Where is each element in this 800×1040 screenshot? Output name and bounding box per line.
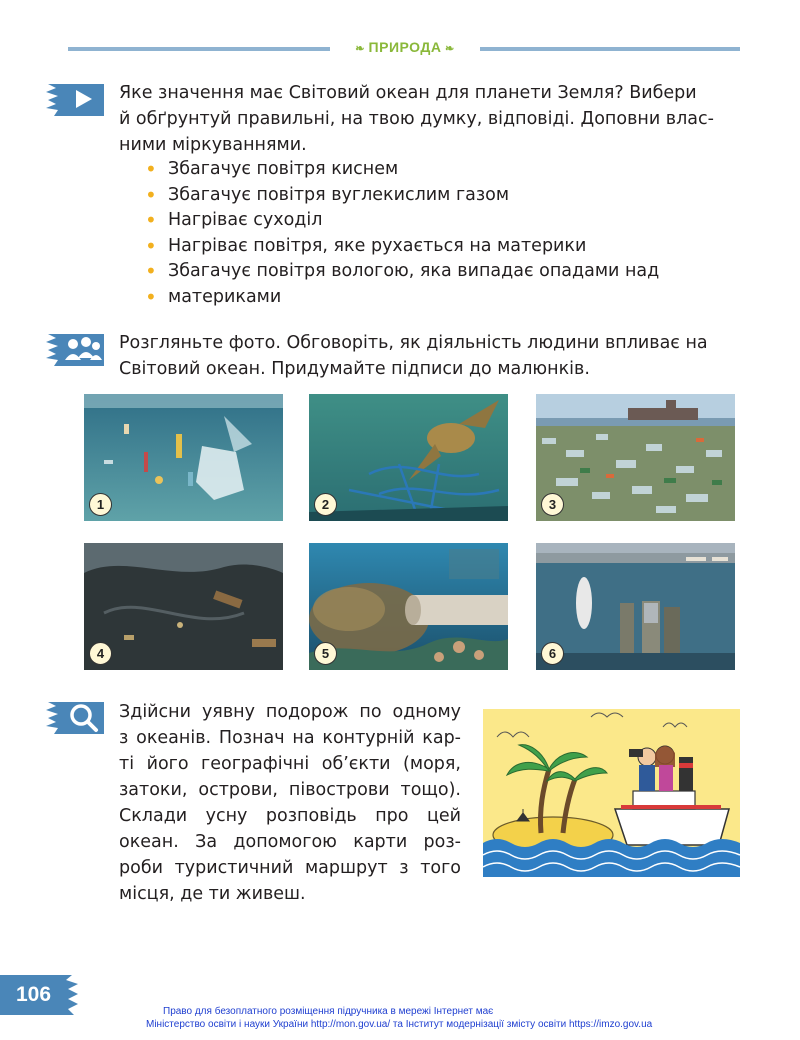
- section-header: [330, 39, 480, 55]
- text-line: Розгляньте фото. Обговоріть, як діяльність людини впливає на: [119, 333, 708, 353]
- text-line: Світовий океан. Придумайте підписи до малюнків.: [119, 359, 590, 379]
- text-line: місця, де ти живеш.: [119, 884, 306, 904]
- text-line: затоки, острови, півострови тощо).: [119, 780, 461, 800]
- section-title: ПРИРОДА: [368, 39, 442, 55]
- text-line: материками: [168, 286, 282, 307]
- text-line: Яке значення має Світовий океан для планети Земля? Вибери: [119, 83, 697, 103]
- photo-sewage-pipe: [309, 543, 508, 670]
- photo-number-badge: 2: [314, 493, 337, 516]
- photo-number-badge: 3: [541, 493, 564, 516]
- header-rule-right: [480, 47, 740, 51]
- text-line: з океанів. Познач на контурній кар-: [119, 728, 461, 748]
- task3-text: [119, 699, 461, 907]
- text-line: ті його географічні об’єкти (моря,: [119, 754, 461, 774]
- leaf-ornament-icon: ❧: [355, 43, 369, 55]
- text-line: Склади усну розповідь про цей: [119, 806, 461, 826]
- task1-bullet-list: [145, 157, 705, 310]
- text-line: океан. За допомогою карти роз-: [119, 832, 461, 852]
- leaf-ornament-icon: ❧: [441, 43, 455, 55]
- photo-number-badge: 6: [541, 642, 564, 665]
- list-item: • Збагачує повітря вологою, яка випадає опадами над: [145, 259, 705, 285]
- photo-number-badge: 5: [314, 642, 337, 665]
- text-line: й обґрунтуй правильні, на твою думку, відповіді. Доповни влас-: [119, 109, 714, 129]
- photo-bottles-on-shore: [536, 394, 735, 521]
- magnifier-icon: [46, 700, 104, 734]
- cartoon-island-ship-illustration: [483, 709, 740, 877]
- photo-turtle-in-net: [309, 394, 508, 521]
- list-item: • Нагріває повітря, яке рухається на материки: [145, 234, 705, 260]
- list-item: • Збагачує повітря вуглекислим газом: [145, 183, 705, 209]
- page-number: 106: [16, 983, 52, 1006]
- play-arrow-icon: [46, 82, 104, 116]
- photo-number-badge: 4: [89, 642, 112, 665]
- photo-harbor-tankers: [536, 543, 735, 670]
- task1-text: [119, 80, 741, 158]
- list-item-continuation: [145, 285, 705, 311]
- photo-number-badge: 1: [89, 493, 112, 516]
- text-line: роби туристичний маршрут з того: [119, 858, 461, 878]
- group-discussion-icon: [46, 332, 104, 366]
- list-item: • Нагріває суходіл: [145, 208, 705, 234]
- text-line: Здійсни уявну подорож по одному: [119, 702, 461, 722]
- list-item: • Збагачує повітря киснем: [145, 157, 705, 183]
- footer-copyright-line1: Право для безоплатного розміщення підручника в мережі Інтернет має: [163, 1006, 494, 1017]
- photo-plastic-underwater: [84, 394, 283, 521]
- footer-copyright-line2: Міністерство освіти і науки України http://mon.gov.ua/ та Інститут модернізації змісту освіти https://imzo.gov.ua: [146, 1019, 653, 1030]
- task2-text: [119, 330, 741, 382]
- header-rule-left: [68, 47, 330, 51]
- photo-oil-spill: [84, 543, 283, 670]
- text-line: ними міркуваннями.: [119, 135, 307, 155]
